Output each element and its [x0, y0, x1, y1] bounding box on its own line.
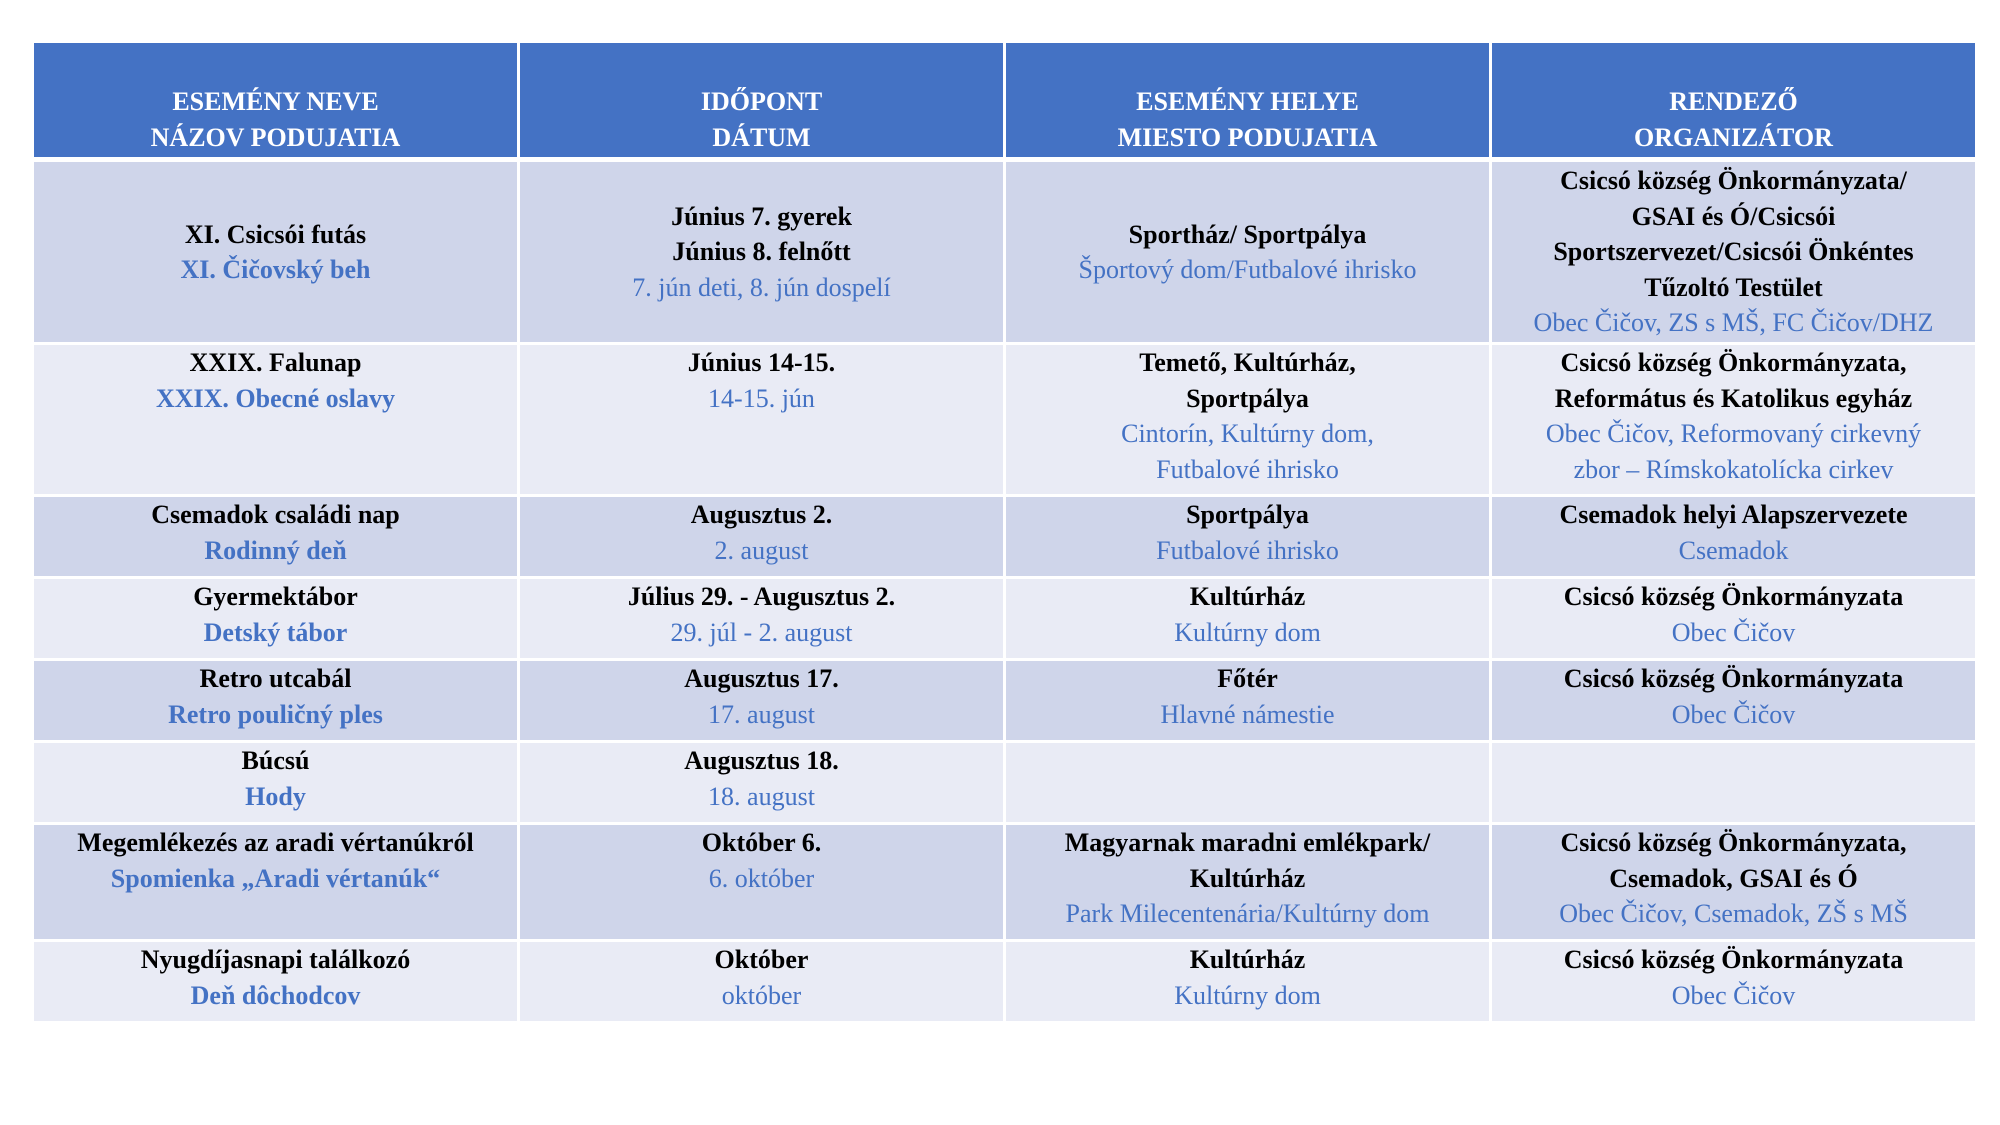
table-row	[33, 578, 1977, 660]
event-name-cell	[33, 344, 519, 496]
date-hu: Június 8. felnőtt	[672, 237, 851, 267]
organizer-sk: Obec Čičov	[1671, 617, 1796, 647]
table-row	[33, 824, 1977, 941]
organizer-sk: Obec Čičov	[1671, 699, 1796, 729]
place-hu: Sportpálya	[1186, 500, 1309, 529]
header-place-hu: ESEMÉNY HELYE	[1136, 87, 1359, 116]
organizer-hu: Csicsó község Önkormányzata/	[1560, 166, 1907, 196]
event-name-hu: Nyugdíjasnapi találkozó	[140, 945, 411, 974]
event-name-sk: Detský tábor	[203, 617, 348, 647]
event-name-sk: Spomienka „Aradi vértanúk“	[110, 863, 441, 893]
place-sk: Futbalové ihrisko	[1156, 454, 1339, 484]
event-name-hu: Megemlékezés az aradi vértanúkról	[77, 828, 474, 857]
organizer-hu: Csicsó község Önkormányzata	[1563, 664, 1904, 693]
event-name-hu: XI. Csicsói futás	[184, 219, 367, 249]
header-date	[519, 42, 1005, 160]
date-cell	[519, 941, 1005, 1023]
place-sk: Kultúrny dom	[1174, 617, 1321, 647]
organizer-hu: Református és Katolikus egyház	[1554, 383, 1913, 413]
place-sk: Park Milecentenária/Kultúrny dom	[1065, 899, 1430, 928]
organizer-cell	[1491, 660, 1977, 742]
organizer-cell	[1491, 941, 1977, 1023]
table-row	[33, 660, 1977, 742]
event-name-cell	[33, 578, 519, 660]
event-name-cell	[33, 941, 519, 1023]
organizer-cell	[1491, 578, 1977, 660]
date-cell	[519, 742, 1005, 824]
event-name-cell	[33, 160, 519, 344]
place-cell	[1005, 742, 1491, 824]
date-cell	[519, 660, 1005, 742]
date-hu: Június 14-15.	[687, 348, 836, 377]
table-row	[33, 941, 1977, 1023]
date-hu: Október	[714, 945, 809, 974]
date-hu: Július 29. - Augusztus 2.	[627, 582, 896, 611]
date-sk: 18. august	[708, 781, 815, 811]
event-name-cell	[33, 496, 519, 578]
place-hu: Sportház/ Sportpálya	[1128, 219, 1367, 249]
date-hu: Június 7. gyerek	[671, 201, 852, 231]
organizer-sk: Obec Čičov, ZS s MŠ, FC Čičov/DHZ	[1533, 308, 1934, 338]
event-name-sk: XXIX. Obecné oslavy	[155, 383, 396, 413]
event-name-sk: Rodinný deň	[204, 535, 347, 565]
place-cell	[1005, 660, 1491, 742]
organizer-cell	[1491, 824, 1977, 941]
place-hu: Sportpálya	[1186, 383, 1309, 413]
date-hu: Augusztus 18.	[684, 746, 839, 775]
event-name-sk: Hody	[245, 781, 306, 811]
event-name-hu: Gyermektábor	[193, 582, 358, 611]
organizer-hu: GSAI és Ó/Csicsói	[1631, 201, 1836, 231]
organizer-hu: Csicsó község Önkormányzata	[1563, 945, 1904, 974]
table-row	[33, 160, 1977, 344]
organizer-hu: Csemadok, GSAI és Ó	[1609, 863, 1858, 893]
header-organizer	[1491, 42, 1977, 160]
place-hu: Kultúrház	[1189, 582, 1306, 611]
place-cell	[1005, 824, 1491, 941]
date-cell	[519, 160, 1005, 344]
organizer-sk: Obec Čičov	[1671, 980, 1796, 1010]
organizer-sk: Obec Čičov, Csemadok, ZŠ s MŠ	[1559, 899, 1908, 928]
place-cell	[1005, 578, 1491, 660]
place-hu: Kultúrház	[1189, 945, 1306, 974]
place-sk: Športový dom/Futbalové ihrisko	[1078, 255, 1417, 284]
header-row	[33, 42, 1977, 160]
event-name-sk: Deň dôchodcov	[190, 980, 361, 1010]
date-cell	[519, 496, 1005, 578]
header-event-name	[33, 42, 519, 160]
organizer-cell	[1491, 344, 1977, 496]
event-name-hu: Búcsú	[241, 746, 310, 775]
table-row	[33, 344, 1977, 496]
header-organizer-hu: RENDEZŐ	[1669, 87, 1798, 116]
table-row	[33, 742, 1977, 824]
event-name-cell	[33, 742, 519, 824]
organizer-sk: Obec Čičov, Reformovaný cirkevný	[1545, 419, 1922, 448]
place-sk: Cintorín, Kultúrny dom,	[1121, 419, 1374, 448]
place-hu: Temető, Kultúrház,	[1139, 348, 1356, 377]
event-name-cell	[33, 660, 519, 742]
organizer-hu: Csicsó község Önkormányzata,	[1560, 828, 1907, 857]
date-sk: 2. august	[714, 535, 809, 565]
header-event-name-hu: ESEMÉNY NEVE	[172, 87, 379, 116]
organizer-hu: Csicsó község Önkormányzata	[1563, 582, 1904, 611]
event-name-cell	[33, 824, 519, 941]
organizer-hu: Tűzoltó Testület	[1644, 272, 1823, 302]
date-sk: 29. júl - 2. august	[670, 617, 853, 647]
place-sk: Hlavné námestie	[1160, 699, 1335, 729]
date-cell	[519, 824, 1005, 941]
place-cell	[1005, 344, 1491, 496]
date-sk: október	[721, 980, 802, 1010]
place-sk: Kultúrny dom	[1174, 980, 1321, 1010]
event-name-sk: Retro pouličný ples	[168, 699, 383, 729]
header-organizer-sk: ORGANIZÁTOR	[1634, 122, 1833, 152]
date-cell	[519, 344, 1005, 496]
place-sk: Futbalové ihrisko	[1156, 535, 1339, 565]
place-cell	[1005, 941, 1491, 1023]
place-cell	[1005, 496, 1491, 578]
organizer-sk: zbor – Rímskokatolícka cirkev	[1573, 454, 1894, 484]
event-name-hu: Csemadok családi nap	[151, 500, 400, 529]
organizer-sk: Csemadok	[1678, 535, 1789, 565]
date-sk: 7. jún deti, 8. jún dospelí	[632, 272, 891, 302]
date-sk: 17. august	[708, 699, 815, 729]
date-hu: Augusztus 17.	[684, 664, 839, 693]
date-sk: 14-15. jún	[708, 383, 815, 413]
organizer-hu: Sportszervezet/Csicsói Önkéntes	[1553, 237, 1914, 267]
table-row	[33, 496, 1977, 578]
place-hu: Főtér	[1217, 664, 1278, 693]
date-sk: 6. október	[708, 863, 815, 893]
event-name-hu: XXIX. Falunap	[189, 348, 362, 377]
date-hu: Augusztus 2.	[690, 500, 833, 529]
header-date-hu: IDŐPONT	[700, 87, 823, 116]
organizer-cell	[1491, 160, 1977, 344]
organizer-cell	[1491, 742, 1977, 824]
organizer-hu: Csicsó község Önkormányzata,	[1560, 348, 1907, 377]
header-date-sk: DÁTUM	[712, 122, 811, 152]
header-place-sk: MIESTO PODUJATIA	[1117, 122, 1378, 152]
date-cell	[519, 578, 1005, 660]
date-hu: Október 6.	[701, 828, 822, 857]
organizer-hu: Csemadok helyi Alapszervezete	[1559, 500, 1908, 529]
header-place	[1005, 42, 1491, 160]
header-event-name-sk: NÁZOV PODUJATIA	[150, 122, 401, 152]
place-cell	[1005, 160, 1491, 344]
events-table	[31, 40, 1978, 1024]
organizer-cell	[1491, 496, 1977, 578]
place-hu: Magyarnak maradni emlékpark/	[1064, 828, 1431, 857]
event-name-hu: Retro utcabál	[199, 664, 352, 693]
place-hu: Kultúrház	[1189, 863, 1306, 893]
event-name-sk: XI. Čičovský beh	[180, 255, 371, 284]
